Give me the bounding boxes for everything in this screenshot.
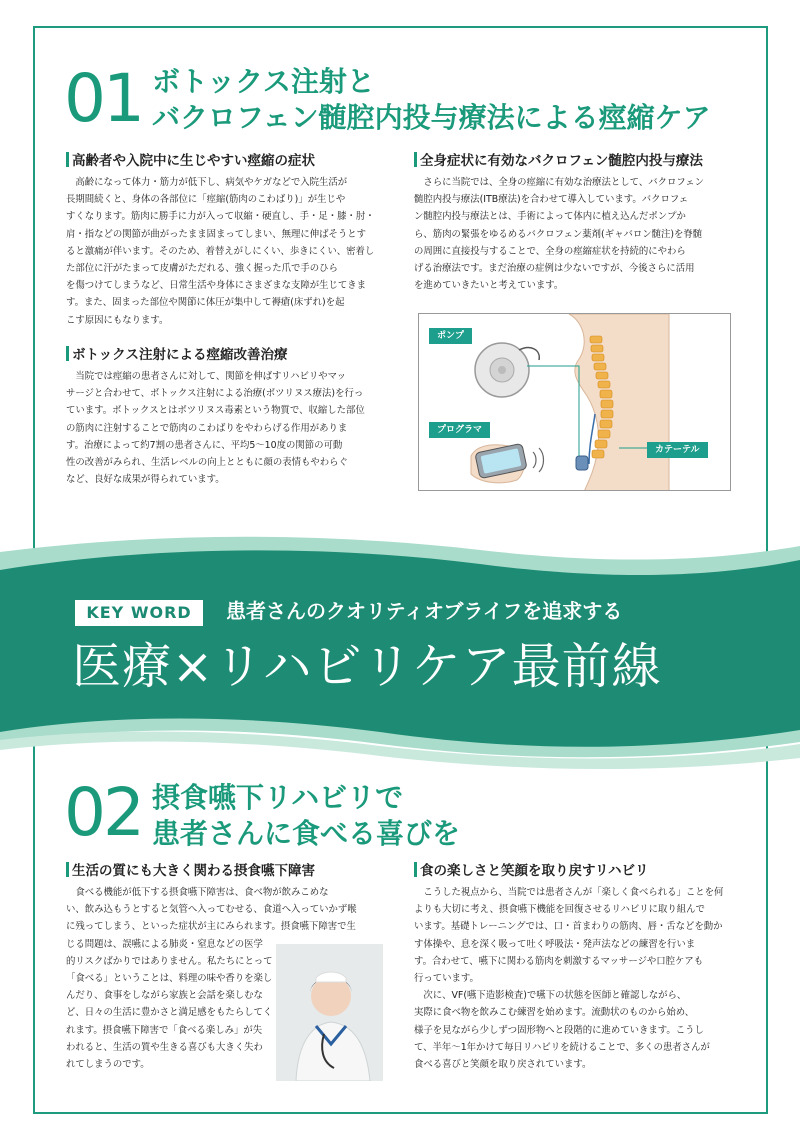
label-pump: ポンプ [429,328,472,344]
section1-body-3 [414,174,734,294]
nurse-photo [276,944,383,1081]
line: すくなります。筋肉に勝手に力が入って収縮・硬直し、手・足・膝・肘・ [66,211,375,223]
section1-body-1 [66,174,388,329]
section1-number: 01 [64,60,142,137]
line: に残ってしまう、といった症状が主にみられます。摂食嚥下障害で生 [66,921,356,933]
line: さらに当院では、全身の痙縮に有効な治療法として、バクロフェン [423,177,704,188]
line: じる問題は、誤嚥による肺炎・窒息などの医学 [66,938,263,950]
section1-title-line1: ボトックス注射と [152,65,375,98]
line: 高齢になって体力・筋力が低下し、病気やケガなどで入院生活が [75,177,348,188]
section2-title-line2: 患者さんに食べる喜びを [152,817,461,850]
section1-title-line2: バクロフェン髄腔内投与療法による痙縮ケア [152,101,711,134]
section2-body-2 [414,884,734,1073]
section1-heading-3 [414,152,703,170]
line: す。また、固まった部位や関節に体圧が集中して褥瘡(床ずれ)を起 [66,297,345,309]
line: れます。摂食嚥下障害で「食べる楽しみ」が失 [66,1024,263,1036]
section1-heading-1 [66,152,315,170]
heading-text: 高齢者や入院中に生じやすい痙縮の症状 [72,153,315,169]
section2-title-line1: 摂食嚥下リハビリで [152,781,404,814]
keyword-label: KEY WORD [75,600,203,626]
line: す。合わせて、嚥下に関わる筋肉を刺激するマッサージや口腔ケアも [414,955,704,967]
label-programmer: プログラマ [429,422,490,438]
label-catheter: カテーテル [647,442,708,458]
line: など、良好な成果が得られています。 [66,474,225,486]
line: 「食べる」ということは、料理の味や香りを楽し [66,973,273,985]
line: います。基礎トレーニングでは、口・首まわりの筋肉、唇・舌などを動か [414,921,723,933]
line: 次に、VF(嚥下造影検査)で嚥下の状態を医師と確認しながら、 [423,990,687,1002]
keyword-main-title: 医療×リハビリケア最前線 [72,638,662,695]
section1-heading-2 [66,346,287,364]
line: す体操や、息を深く吸って吐く呼吸法・発声法などの練習を行いま [414,938,696,950]
line: よりも大切に考え、摂食嚥下機能を回復させるリハビリに取り組んで [414,904,705,916]
itb-therapy-figure [418,313,731,491]
signal-icon [533,448,544,472]
section2-number: 02 [64,774,142,851]
section2-heading-2 [414,862,649,880]
line: を進めていきたいと考えています。 [414,280,564,292]
line: の筋肉に注射することで筋肉のこわばりをやわらげる作用がありま [66,422,348,434]
line: 的リスクばかりではありません。私たちにとって [66,955,273,967]
line: ど、日々の生活に豊かさと満足感をもたらしてく [66,1007,273,1019]
nurse-illustration [276,944,383,1081]
line: 実際に食べ物を飲みこむ練習を始めます。流動状のものから始め、 [414,1007,695,1019]
heading-text: 生活の質にも大きく関わる摂食嚥下障害 [72,863,315,879]
line: 長期間続くと、身体の各部位に「痙縮(筋肉のこわばり)」が生じや [66,194,346,206]
implanted-pump-icon [576,456,588,470]
line: た部位に汗がたまって皮膚がただれる、強く握った爪で手のひら [66,263,338,275]
line: こうした視点から、当院では患者さんが「楽しく食べられる」ことを何 [423,887,724,898]
line: て、半年〜1年かけて毎日リハビリを続けることで、多くの患者さんが [414,1041,710,1053]
line: 食べる機能が低下する摂食嚥下障害は、食べ物が飲みこめな [75,887,329,898]
line: い、飲み込もうとすると気管へ入ってむせる、食道へ入っていかず喉 [66,904,357,916]
line: 様子を見ながら少しずつ固形物へと段階的に進めていきます。こうし [414,1024,704,1036]
line: 行っています。 [414,973,479,985]
line: す。治療によって約7割の患者さんに、平均5〜10度の関節の可動 [66,439,343,451]
line: げる治療法です。まだ治療の症例は少ないですが、今後さらに活用 [414,263,695,275]
line: サージと合わせて、ボトックス注射による治療(ボツリヌス療法)を行っ [66,388,364,400]
line: ると激痛が伴います。そのため、着替えがしにくい、歩きにくい、密着し [66,245,375,257]
line: ら、筋肉の緊張をゆるめるバクロフェン薬剤(ギャバロン髄注)を脊髄 [414,228,703,240]
heading-text: 全身症状に有効なバクロフェン髄腔内投与療法 [420,153,703,169]
line: 肩・指などの関節が曲がったまま固まってしまい、無理に伸ばそうとす [66,228,367,240]
line: の周囲に直接投与することで、全身の痙縮症状を持続的にやわら [414,245,686,257]
pump-pointer [527,366,579,456]
line: 髄腔内投与療法(ITB療法)を合わせて導入しています。バクロフェ [414,194,689,206]
keyword-subtitle: 患者さんのクオリティオブライフを追求する [226,599,623,623]
line: を傷つけてしまうなど、日常生活や身体にさまざまな支障が生じてきま [66,280,367,292]
line: 食べる喜びと笑顔を取り戻されています。 [414,1059,592,1071]
line: ています。ボトックスとはボツリヌス毒素という物質で、収縮した部位 [66,405,365,417]
heading-text: ボトックス注射による痙縮改善治療 [72,347,288,363]
section1-body-2 [66,368,388,488]
heading-text: 食の楽しさと笑顔を取り戻すリハビリ [420,863,649,879]
line: 当院では痙縮の患者さんに対して、関節を伸ばすリハビリやマッ [75,371,347,382]
line: れてしまうのです。 [66,1059,150,1071]
line: んだり、食事をしながら家族と会話を楽しむな [66,990,263,1002]
line: ン髄腔内投与療法とは、手術によって体内に植え込んだポンプか [414,211,686,223]
section2-heading-1 [66,862,315,880]
line: こす原因にもなります。 [66,314,169,326]
line: 性の改善がみられ、生活レベルの向上とともに顔の表情もやわらぐ [66,457,348,469]
line: われると、生活の質や生きる喜びも大きく失わ [66,1041,263,1053]
